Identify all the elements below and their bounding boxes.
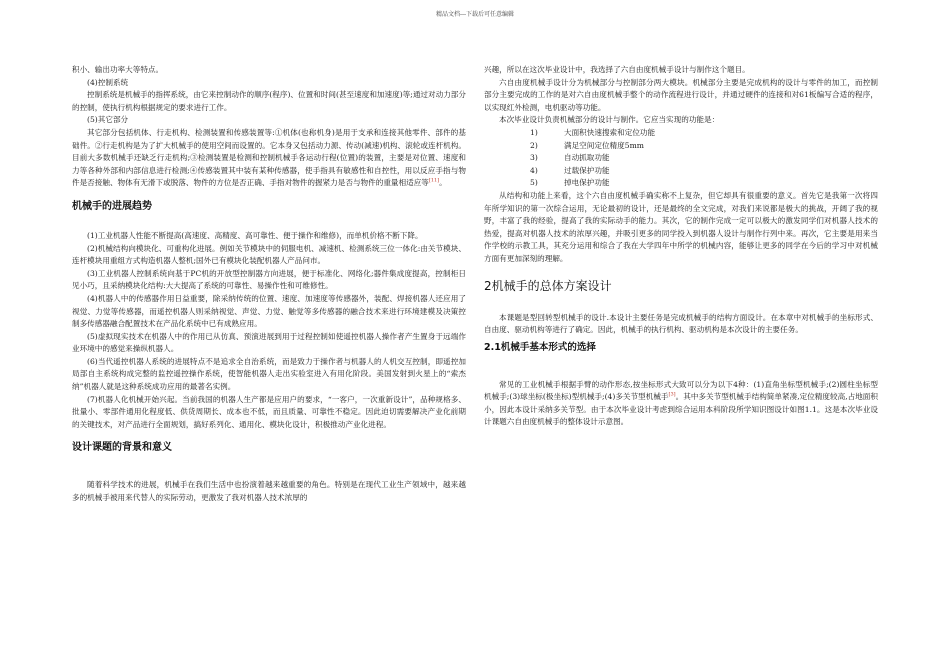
paragraph-continued: 兴趣，所以在这次毕业设计中，我选择了六自由度机械手设计与制作这个题目。: [484, 65, 750, 74]
task-paragraph: 本次毕业设计负责机械部分的设计与制作。它应当实现的功能是：: [499, 115, 720, 125]
trend-item: (2)机械结构向模块化、可重构化进展。例如关节模块中的伺服电机、减速机、检测系统三位一体化:由关节模块、连杆模块用重组方式构造机器人整机;国外已有模块化装配机器人产品问市。: [72, 243, 466, 266]
section-heading-trend: 机械手的进展趋势: [72, 200, 152, 212]
citation-ref[interactable]: [11]: [428, 177, 440, 184]
form-selection-paragraph: 常见的工业机械手根据手臂的动作形态,按坐标形式大致可以分为以下4种：(1)直角坐标型机械手;(2)圆柱坐标型机械手;(3)球坐标(极坐标)型机械手;(4)多关节型机械手[3]。其中多关节型机械手结构简单紧凑,定位精度较高,占地面积小，因此本设计采纳多关节型。由于本次毕业设计考虑到综合运用本科阶段所学知识图设计如图1.1。这是本次毕业设计课题六自由度机械手的整体设计示意图。: [484, 379, 878, 427]
citation-ref[interactable]: [3]: [668, 391, 676, 398]
function-list: [484, 127, 878, 190]
modules-paragraph: 六自由度机械手设计分为机械部分与控制部分两大模块。机械部分主要是完成机构的设计与零件的加工，而控制部分主要完成的工作的是对六自由度机械手整个的动作流程进行设计，并通过硬件的连接和对61板编写合适的程序，以实现红外检测，电机驱动等功能。: [484, 77, 878, 112]
trend-item: (4)机器人中的传感器作用日益重要，除采纳传统的位置、速度、加速度等传感器外，装配、焊接机器人还应用了视觉、力觉等传感器，而遥控机器人则采纳视觉、声觉、力觉、触觉等多传感器的融合技术来进行环境建模及决策控制多传感器融合配置技术在产品化系统中已有成熟应用。: [72, 293, 466, 329]
right-column: [484, 64, 878, 429]
chapter-heading: 2机械手的总体方案设计: [484, 278, 612, 293]
trend-item: (1)工业机器人性能不断提高(高速度、高精度、高可靠性、便于操作和维修)，而单机价格不断下降。: [87, 230, 423, 240]
trend-item: (3)工业机器人控制系统向基于PC机的开放型控制器方向进展，便于标准化、网络化;器件集成度提高，控制柜日见小巧，且采纳模块化结构:大大提高了系统的可靠性、易操作性和可维修性。: [72, 268, 466, 291]
function-item: 2) 满足空间定位精度5mm: [530, 140, 644, 150]
control-system-paragraph: 控制系统是机械手的指挥系统，由它来控制动作的顺序(程序)、位置和时间(甚至速度和加速度)等;通过对动力部分的控制，使执行机构根据规定的要求进行工作。: [72, 90, 466, 112]
function-item: 1) 大面积快速搜索和定位功能: [530, 127, 656, 137]
background-paragraph: 随着科学技术的进展，机械手在我们生活中也扮演着越来越重要的角色。特别是在现代工业生产领域中，越来越多的机械手被用来代替人的实际劳动，更激发了我对机器人技术浓厚的: [72, 480, 466, 503]
section-heading-background: 设计课题的背景和意义: [72, 442, 172, 454]
function-item: 3) 自动抓取功能: [530, 153, 610, 163]
trend-item: (5)虚拟现实技术在机器人中的作用已从仿真、预演进展到用于过程控制如使遥控机器人操作者产生置身于远端作业环境中的感觉来操纵机器人。: [72, 331, 466, 354]
trend-item: (6)当代遥控机器人系统的进展特点不是追求全自治系统，而是致力于操作者与机器人的人机交互控制，即遥控加局部自主系统构成完整的监控遥控操作系统，使智能机器人走出实验室进入有用化阶段。美国发射到火星上的“索杰纳”机器人就是这种系统成功应用的最著名实例。: [72, 356, 466, 392]
other-parts-paragraph: 其它部分包括机体、行走机构、检测装置和传感装置等:①机体(也称机身)是用于支承和连接其他零件、部件的基础件。②行走机构是为了扩大机械手的使用空间而设置的。它本身又包括动力源、传动(减速)机构、滚轮或连杆机构。目前大多数机械手还缺乏行走机构;③检测装置是检测和控制机械手各运动行程(位置)的装置，主要是对位置、速度和力等各种外部和内部信息进行检测;④传感装置其中装有某种传感器，使手指具有敏感性和自控性，用以反应手指与物件是否接触、物体有无滑下或脱落、物件的方位是否正确、手指对物件的握紧力是否与物件的重量相适应等[11]。: [72, 127, 466, 188]
other-parts-heading: (5)其它部分: [87, 115, 129, 125]
summary-paragraph: 从结构和功能上来看，这个六自由度机械手确实称不上复杂，但它却具有很重要的意义。首先它是我第一次将四年所学知识的第一次综合运用，无论最初的设计，还是最终的全文完成，对我们来说都是极大的挑战，开阔了我的视野，丰富了我的经验，提高了我的实际动手的能力。其次，它的制作完成一定可以极大的激发同学们对机器人技术的热爱，提高对机器人技术的浓厚兴趣，并吸引更多的同学投入到机器人设计与制作行列中来。再次，它主要是用来当作学校的示教工具，其充分运用和综合了我在大学四年中所学的机械内容，能够让更多的同学在今后的学习中对机械方面有更加深刻的理解。: [484, 190, 878, 263]
paragraph-intro: 积小、输出功率大等特点。: [72, 65, 164, 74]
chapter-intro-paragraph: 本课题是型回转型机械手的设计.本设计主要任务是完成机械手的结构方面设计。在本章中对机械手的坐标形式、自由度、驱动机构等进行了确定。因此，机械手的执行机构、驱动机构是本次设计的主要任务。: [484, 312, 878, 335]
control-system-heading: (4)控制系统: [87, 77, 129, 87]
subsection-heading: 2.1机械手基本形式的选择: [484, 341, 596, 353]
function-item: 5) 掉电保护功能: [530, 178, 610, 188]
function-item: 4) 过载保护功能: [530, 165, 610, 175]
left-column: [72, 64, 466, 505]
trend-item: (7)机器人化机械开始兴起。当前我国的机器人生产都是应用户的要求，“一客户，一次重新设计”，品种规格多、批量小、零部件通用化程度低、供货周期长、成本也不低，而且质量、可靠性不稳定。因此迫切需要解决产业化前期的关键技术，对产品进行全面规划，搞好系列化、通用化、模块化设计，积极推动产业化进程。: [72, 394, 466, 429]
page-header: 精品文档---下载后可任意编辑: [435, 11, 515, 18]
